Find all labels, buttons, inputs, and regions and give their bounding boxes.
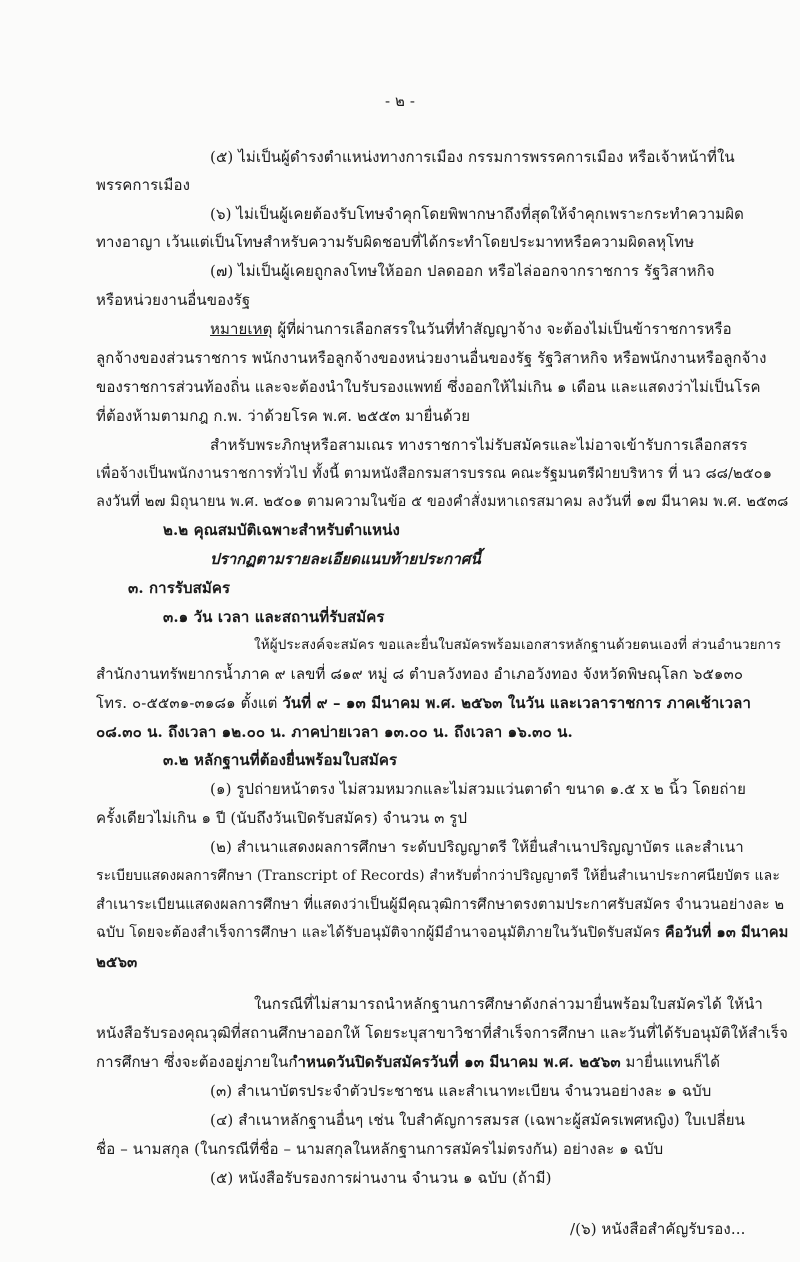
application-dates: วันที่ ๙ – ๑๓ มีนาคม พ.ศ. ๒๕๖๓ ในวัน และเวลาราชการ ภาคเช้าเวลา: [282, 694, 751, 712]
doc-2-line-3: สำเนาระเบียนแสดงผลการศึกษา ที่แสดงว่าเป็นผู้มีคุณวุฒิการศึกษาตรงตามประกาศรับสมัคร จำนวนอย่างละ ๒: [96, 897, 785, 913]
section-3-2-heading: ๓.๒ หลักฐานที่ต้องยื่นพร้อมใบสมัคร: [163, 751, 398, 769]
qualification-6-line-1: (๖) ไม่เป็นผู้เคยต้องรับโทษจำคุกโดยพิพากษาถึงที่สุดให้จำคุกเพราะกระทำความผิด: [210, 205, 744, 223]
qualification-7-line-2: หรือหน่วยงานอื่นของรัฐ: [96, 291, 251, 309]
note-label: หมายเหตุ: [210, 320, 273, 338]
monk-line-3: ลงวันที่ ๒๗ มิถุนายน พ.ศ. ๒๕๐๑ ตามความในข้อ ๕ ของคำสั่งมหาเถรสมาคม ลงวันที่ ๑๗ มีนาคม พ.ศ. ๒๕๓๘: [96, 494, 789, 510]
doc-2-line-5: ๒๕๖๓: [96, 953, 138, 971]
alt-line-3-end: มายื่นแทนก็ได้: [620, 1053, 721, 1071]
doc-3: (๓) สำเนาบัตรประจำตัวประชาชน และสำเนาทะเบียน จำนวนอย่างละ ๑ ฉบับ: [210, 1082, 712, 1100]
doc-4-line-1: (๔) สำเนาหลักฐานอื่นๆ เช่น ใบสำคัญการสมรส (เฉพาะผู้สมัครเพศหญิง) ใบเปลี่ยน: [210, 1111, 746, 1129]
closing-date-bold: คือวันที่ ๑๓ มีนาคม: [664, 924, 789, 941]
alt-closing-date: ำหนดวันปิดรับสมัครวันที่ ๑๓ มีนาคม พ.ศ. ๒๕๖๓: [297, 1053, 621, 1071]
note-line-1: [210, 318, 732, 340]
monk-line-1: สำหรับพระภิกษุหรือสามเณร ทางราชการไม่รับสมัครและไม่อาจเข้ารับการเลือกสรร: [210, 436, 748, 454]
continuation-note: /(๖) หนังสือสำคัญรับรอง...: [570, 1220, 746, 1238]
doc-2-line-2: ระเบียบแสดงผลการศึกษา (Transcript of Records) สำหรับต่ำกว่าปริญญาตรี ให้ยื่นสำเนาประกาศนียบัตร และ: [96, 868, 780, 884]
alt-line-1: ในกรณีที่ไม่สามารถนำหลักฐานการศึกษาดังกล่าวมายื่นพร้อมใบสมัครได้ ให้นำ: [254, 995, 763, 1013]
alt-line-3: [96, 1051, 720, 1073]
doc-4-line-2: ชื่อ – นามสกุล (ในกรณีที่ชื่อ – นามสกุลในหลักฐานการสมัครไม่ตรงกัน) อย่างละ ๑ ฉบับ: [96, 1140, 664, 1158]
section-3-1-line-2: สำนักงานทรัพยากรน้ำภาค ๙ เลขที่ ๘๑๙ หมู่ ๘ ตำบลวังทอง อำเภอวังทอง จังหวัดพิษณุโลก ๖๕๑๓๐: [96, 665, 744, 683]
section-2-2-subtext: ปรากฏตามรายละเอียดแนบท้ายประกาศนี้: [210, 550, 481, 568]
alt-line-3-start: การศึกษา ซึ่งจะต้องอยู่ภายในก: [96, 1053, 298, 1071]
section-3-1-line-1: ให้ผู้ประสงค์จะสมัคร ขอและยื่นใบสมัครพร้อมเอกสารหลักฐานด้วยตนเองที่ ส่วนอำนวยการ: [254, 637, 781, 653]
note-line-2: ลูกจ้างของส่วนราชการ พนักงานหรือลูกจ้างของหน่วยงานอื่นของรัฐ รัฐวิสาหกิจ หรือพนักงานหรือลูกจ้าง: [96, 349, 767, 367]
section-3-heading: ๓. การรับสมัคร: [128, 579, 231, 597]
qualification-5-line-1: (๕) ไม่เป็นผู้ดำรงตำแหน่งทางการเมือง กรรมการพรรคการเมือง หรือเจ้าหน้าที่ใน: [210, 148, 735, 166]
note-line-4: ที่ต้องห้ามตามกฎ ก.พ. ว่าด้วยโรค พ.ศ. ๒๕๕๓ มายื่นด้วย: [96, 407, 471, 425]
doc-2-line-4: [96, 922, 788, 944]
qualification-5-line-2: พรรคการเมือง: [96, 176, 191, 194]
doc-1-line-2: ครั้งเดียวไม่เกิน ๑ ปี (นับถึงวันเปิดรับสมัคร) จำนวน ๓ รูป: [96, 809, 468, 827]
note-line-3: ของราชการส่วนท้องถิ่น และจะต้องนำใบรับรองแพทย์ ซึ่งออกให้ไม่เกิน ๑ เดือน และแสดงว่าไม่เป็นโรค: [96, 378, 761, 396]
page-number: - ๒ -: [385, 92, 416, 110]
alt-line-2: หนังสือรับรองคุณวุฒิที่สถานศึกษาออกให้ โดยระบุสาขาวิชาที่สำเร็จการศึกษา และวันที่ได้รับอนุมัติให้สำเร็จ: [96, 1024, 788, 1042]
monk-line-2: เพื่อจ้างเป็นพนักงานราชการทั่วไป ทั้งนี้ ตามหนังสือกรมสารบรรณ คณะรัฐมนตรีฝ่ายบริหาร ที่ นว ๘๘/๒๕๐๑: [96, 466, 773, 482]
phone-and-start: โทร. ๐-๕๕๓๑-๓๑๘๑ ตั้งแต่: [96, 694, 283, 712]
section-2-2-heading: ๒.๒ คุณสมบัติเฉพาะสำหรับตำแหน่ง: [163, 521, 400, 539]
section-3-1-line-3: [96, 692, 751, 714]
note-line-1-text: ผู้ที่ผ่านการเลือกสรรในวันที่ทำสัญญาจ้าง จะต้องไม่เป็นข้าราชการหรือ: [277, 320, 732, 338]
doc-5: (๕) หนังสือรับรองการผ่านงาน จำนวน ๑ ฉบับ (ถ้ามี): [210, 1169, 552, 1187]
doc-2-line-1: (๒) สำเนาแสดงผลการศึกษา ระดับปริญญาตรี ให้ยื่นสำเนาปริญญาบัตร และสำเนา: [210, 838, 744, 856]
doc-2-line-4-text: ฉบับ โดยจะต้องสำเร็จการศึกษา และได้รับอนุมัติจากผู้มีอำนาจอนุมัติภายในวันปิดรับสมัคร: [96, 925, 665, 941]
section-3-1-heading: ๓.๑ วัน เวลา และสถานที่รับสมัคร: [163, 608, 385, 626]
qualification-7-line-1: (๗) ไม่เป็นผู้เคยถูกลงโทษให้ออก ปลดออก หรือไล่ออกจากราชการ รัฐวิสาหกิจ: [210, 262, 715, 280]
doc-1-line-1: (๑) รูปถ่ายหน้าตรง ไม่สวมหมวกและไม่สวมแว่นตาดำ ขนาด ๑.๕ x ๒ นิ้ว โดยถ่าย: [210, 780, 747, 798]
qualification-6-line-2: ทางอาญา เว้นแต่เป็นโทษสำหรับความรับผิดชอบที่ได้กระทำโดยประมาทหรือความผิดลหุโทษ: [96, 233, 695, 251]
section-3-1-line-4: ๐๘.๓๐ น. ถึงเวลา ๑๒.๐๐ น. ภาคบ่ายเวลา ๑๓.๐๐ น. ถึงเวลา ๑๖.๓๐ น.: [96, 723, 573, 741]
